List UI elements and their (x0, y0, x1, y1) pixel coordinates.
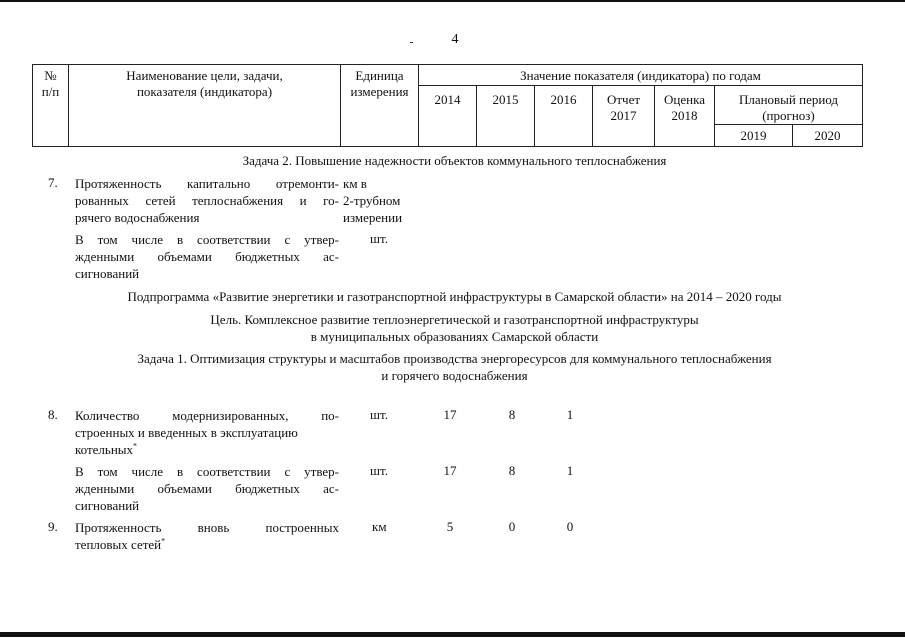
row9-value-2015: 0 (508, 519, 516, 534)
header-no: № п/п (33, 65, 69, 147)
header-values-title: Значение показателя (индикатора) по годам (419, 65, 863, 86)
header-year-2015: 2015 (477, 86, 535, 147)
task2-title: Задача 2. Повышение надежности объектов коммунального теплоснабжения (242, 153, 667, 168)
task1-title: Задача 1. Оптимизация структуры и масштабов производства энергоресурсов для коммунального теплоснабжения и горячего водоснабжения (137, 351, 772, 383)
row8-name: Количество модернизированных, по- строенных и введенных в эксплуатацию котельных* (75, 408, 339, 457)
row9-unit: км (372, 519, 387, 534)
row7b-name: В том числе в соответствии с утвер- жденными объемами бюджетных ас- сигнований (75, 232, 339, 281)
row7-number: 7. (48, 175, 58, 190)
header-year-2014: 2014 (419, 86, 477, 147)
header-report-2017: Отчет 2017 (593, 86, 655, 147)
row8-value-2016: 1 (566, 407, 574, 422)
row9-name: Протяженность вновь построенных тепловых сетей* (75, 520, 339, 552)
row8b-unit: шт. (370, 463, 388, 478)
subprogram-title: Подпрограмма «Развитие энергетики и газотранспортной инфраструктуры в Самарской области» на 2014 – 2020 годы (127, 289, 782, 304)
row7b-unit: шт. (370, 231, 388, 246)
row9-value-2016: 0 (566, 519, 574, 534)
row8-footnote-mark: * (133, 441, 138, 451)
row8-unit: шт. (370, 407, 388, 422)
header-table (32, 64, 863, 147)
header-year-2019: 2019 (715, 125, 793, 147)
row8b-value-2014: 17 (443, 463, 457, 478)
scan-speck (410, 42, 413, 43)
header-name: Наименование цели, задачи, показателя (индикатора) (69, 65, 341, 147)
row9-value-2014: 5 (446, 519, 454, 534)
header-planned: Плановый период (прогноз) (715, 86, 863, 125)
row7-name: Протяженность капитально отремонти- рованных сетей теплоснабжения и го- рячего водоснабжения (75, 176, 339, 225)
row9-number: 9. (48, 519, 58, 534)
bottom-border (0, 632, 905, 637)
header-year-2016: 2016 (535, 86, 593, 147)
row7-unit: км в 2-трубном измерении (343, 176, 403, 225)
row8-number: 8. (48, 407, 58, 422)
top-border (0, 0, 905, 2)
row8-value-2014: 17 (443, 407, 457, 422)
row8-value-2015: 8 (508, 407, 516, 422)
row8b-value-2015: 8 (508, 463, 516, 478)
page-number: 4 (451, 32, 459, 47)
header-estimate-2018: Оценка 2018 (655, 86, 715, 147)
header-unit: Единица измерения (341, 65, 419, 147)
goal-title: Цель. Комплексное развитие теплоэнергетической и газотранспортной инфраструктуры в муниципальных образованиях Самарской области (210, 312, 699, 344)
row9-footnote-mark: * (161, 536, 166, 546)
row8b-name: В том числе в соответствии с утвер- жденными объемами бюджетных ас- сигнований (75, 464, 339, 513)
row8b-value-2016: 1 (566, 463, 574, 478)
header-year-2020: 2020 (793, 125, 863, 147)
